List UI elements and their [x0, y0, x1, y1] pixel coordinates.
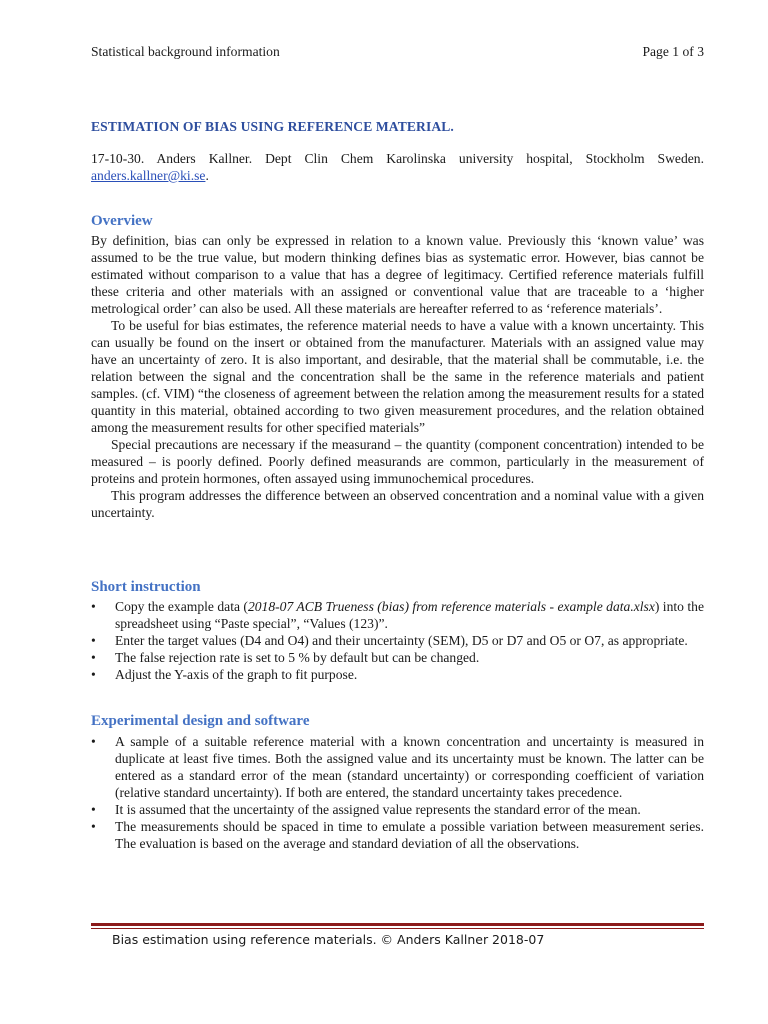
heading-short-instruction: Short instruction: [91, 579, 201, 595]
instruction-4-text: Adjust the Y-axis of the graph to fit purpose.: [115, 667, 358, 682]
bullet-icon: •: [91, 650, 96, 665]
bullet-icon: •: [91, 802, 96, 817]
overview-paragraph-4: This program addresses the difference between an observed concentration and a nominal value with a given uncertainty.: [91, 488, 704, 520]
bullet-icon: •: [91, 819, 96, 834]
experimental-item-3-text: The measurements should be spaced in time to emulate a possible variation between measurement series. The evaluation is based on the average and standard deviation of all the observations.: [115, 819, 704, 851]
header-left: Statistical background information: [91, 44, 280, 59]
bullet-icon: •: [91, 734, 96, 749]
list-item: [91, 818, 704, 852]
author-email-link[interactable]: anders.kallner@ki.se: [91, 168, 206, 183]
overview-paragraph-3: Special precautions are necessary if the measurand – the quantity (component concentration) intended to be measured – is poorly defined. Poorly defined measurands are common, particularly in the measurement of proteins and protein hormones, often assayed using immunochemical procedures.: [91, 437, 704, 486]
short-instruction-section: [91, 598, 704, 683]
header-page-number: Page 1 of 3: [642, 44, 704, 59]
byline-text: 17-10-30. Anders Kallner. Dept Clin Chem Karolinska university hospital, Stockholm Sweden.: [91, 151, 704, 166]
byline: [91, 150, 704, 184]
overview-paragraph-1: By definition, bias can only be expressed in relation to a known value. Previously this ‘known value’ was assumed to be the true value, but modern thinking defines bias as systematic error. However, bias cannot be estimated without comparison to a value that has a degree of legitimacy. Certified reference materials fulfill these criteria and other materials with an assigned or conventional value that are traceable to a ‘higher metrological order’ can also be used. All these materials are hereafter referred to as ‘reference materials’.: [91, 233, 704, 316]
example-file-name: 2018-07 ACB Trueness (bias) from reference materials - example data.xlsx: [247, 599, 655, 614]
bullet-icon: •: [91, 667, 96, 682]
bullet-icon: •: [91, 599, 96, 614]
list-item: [91, 649, 704, 666]
instruction-1-prefix: Copy the example data (: [115, 599, 248, 614]
page-header: [91, 43, 704, 60]
short-instruction-list: [91, 598, 704, 683]
experimental-item-1-text: A sample of a suitable reference material with a known concentration and uncertainty is measured in duplicate at least five times. Both the assigned value and its uncertainty must be known. The latter can be entered as a standard error of the mean (standard uncertainty) or corresponding coefficient of variation (relative standard uncertainty). If both are entered, the standard uncertainty takes precedence.: [115, 734, 704, 800]
footer-divider-thick: [91, 923, 704, 926]
list-item: [91, 632, 704, 649]
list-item: [91, 801, 704, 818]
instruction-2-text: Enter the target values (D4 and O4) and their uncertainty (SEM), D5 or D7 and O5 or O7, as appropriate.: [115, 633, 688, 648]
page-footer: Bias estimation using reference materials. © Anders Kallner 2018-07: [112, 932, 545, 947]
experimental-list: [91, 733, 704, 852]
overview-paragraph-2: To be useful for bias estimates, the reference material needs to have a value with a known uncertainty. This can usually be found on the insert or obtained from the manufacturer. Materials with an assigned value may have an uncertainty of zero. It is also important, and desirable, that the material shall be commutable, i.e. the relation between the signal and the concentration shall be the same in the reference materials and patient samples. (cf. VIM) “the closeness of agreement between the relation among the measurement results for a stated quantity in this material, obtained according to two given measurement procedures, and the relation obtained among the measurement results for other specified materials”: [91, 318, 704, 435]
experimental-section: [91, 733, 704, 852]
instruction-3-text: The false rejection rate is set to 5 % by default but can be changed.: [115, 650, 480, 665]
overview-section: [91, 232, 704, 521]
experimental-item-2-text: It is assumed that the uncertainty of the assigned value represents the standard error of the mean.: [115, 802, 641, 817]
footer-divider-thin: [91, 928, 704, 929]
instruction-1-suffix: ) into the spreadsheet using “Paste special”, “Values (123)”.: [115, 599, 704, 631]
heading-overview: Overview: [91, 213, 153, 229]
heading-experimental-design: Experimental design and software: [91, 713, 310, 729]
document-title: ESTIMATION OF BIAS USING REFERENCE MATERIAL.: [91, 119, 454, 134]
list-item: [91, 598, 704, 632]
bullet-icon: •: [91, 633, 96, 648]
list-item: [91, 733, 704, 801]
byline-after: .: [205, 168, 209, 183]
list-item: [91, 666, 704, 683]
